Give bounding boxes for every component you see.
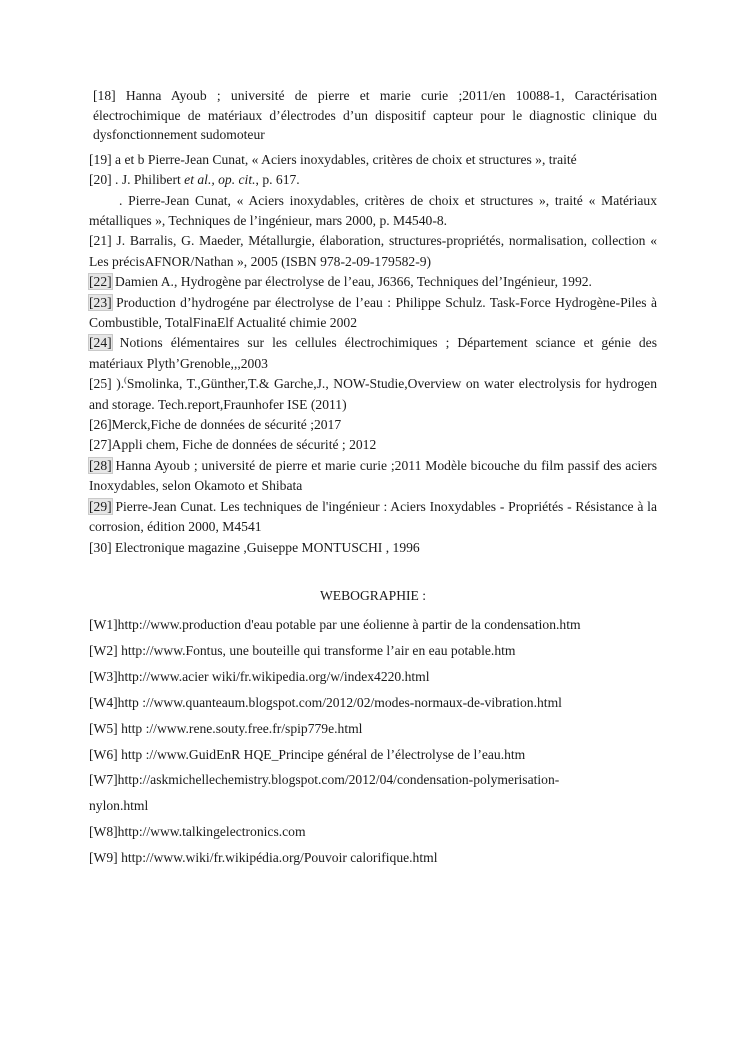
web-item-w1: [W1]http://www.production d'eau potable par une éolienne à partir de la condensation.htm [89,617,581,632]
web-item-w6: [W6] http ://www.GuidEnR HQE_Principe général de l’électrolyse de l’eau.htm [89,746,526,762]
reference-20: [20] . J. Philibert et al., op. cit., p. 617. [89,172,300,188]
reference-23: [23] Production d’hydrogéne par électrolyse de l’eau : Philippe Schulz. Task-Force Hydrogène-Piles à Combustible, TotalFinaElf Actualité chimie 2002 [89,294,657,331]
reference-tag: [23] [89,294,112,310]
web-item-w8: [W8]http://www.talkingelectronics.com [89,824,306,840]
reference-29: [29] Pierre-Jean Cunat. Les techniques de l'ingénieur : Aciers Inoxydables - Propriétés - Résistance à la corrosion, édition 2000, M4541 [89,498,657,535]
reference-27: [27]Appli chem, Fiche de données de sécurité ; 2012 [89,437,377,453]
references-list [89,86,657,558]
web-item-w7: [W7]http://askmichellechemistry.blogspot.com/2012/04/condensation-polymerisation- [89,772,560,788]
webography-heading: WEBOGRAPHIE : [319,588,427,603]
web-item-w5: [W5] http ://www.rene.souty.free.fr/spip779e.html [89,720,363,736]
reference-tag: [24] [89,335,112,351]
web-item-w3: [W3]http://www.acier wiki/fr.wikipedia.org/w/index4220.html [89,668,430,684]
web-item-w2: [W2] http://www.Fontus, une bouteille qui transforme l’air en eau potable.htm [89,642,516,658]
reference-18: [18] Hanna Ayoub ; université de pierre et marie curie ;2011/en 10088-1, Caractérisation électrochimique de matériaux d’électrodes d’un dispositif capteur pour le diagnostic clinique du dysfonctionnement sudomoteur [93,88,657,143]
reference-20-continued: . Pierre-Jean Cunat, « Aciers inoxydables, critères de choix et structures », traité « Matériaux métalliques », Techniques de l’ingénieur, mars 2000, p. M4540-8. [89,192,657,228]
reference-tag: [22] [89,274,112,290]
web-item-w9: [W9] http://www.wiki/fr.wikipédia.org/Pouvoir calorifique.html [89,850,438,866]
webography-list [89,612,657,871]
reference-28: [28] Hanna Ayoub ; université de pierre et marie curie ;2011 Modèle bicouche du film passif des aciers Inoxydables, selon Okamoto et Shibata [89,457,657,494]
web-item-w7-continued: nylon.html [89,798,149,814]
reference-19: [19] a et b Pierre-Jean Cunat, « Aciers inoxydables, critères de choix et structures », traité [89,151,577,167]
reference-24: [24] Notions élémentaires sur les cellules électrochimiques ; Département sciance et génie des matériaux Plyth’Grenoble,,,2003 [89,335,657,371]
web-item-w4: [W4]http ://www.quanteaum.blogspot.com/2012/02/modes-normaux-de-vibration.html [89,694,562,710]
reference-22: [22] Damien A., Hydrogène par électrolyse de l’eau, J6366, Techniques del’Ingénieur, 1992. [89,274,592,290]
reference-30: [30] Electronique magazine ,Guiseppe MONTUSCHI , 1996 [89,539,420,555]
reference-21: [21] J. Barralis, G. Maeder, Métallurgie, élaboration, structures-propriétés, normalisation, collection « Les précisAFNOR/Nathan », 2005 (ISBN 978-2-09-179582-9) [89,233,657,269]
reference-tag: [29] [89,498,112,514]
reference-26: [26]Merck,Fiche de données de sécurité ;2017 [89,417,342,433]
reference-25: [25] ).(Smolinka, T.,Günther,T.& Garche,J., NOW-Studie,Overview on water electrolysis for hydrogen and storage. Tech.report,Fraunhofer ISE (2011) [89,375,657,412]
reference-tag: [28] [89,457,112,473]
